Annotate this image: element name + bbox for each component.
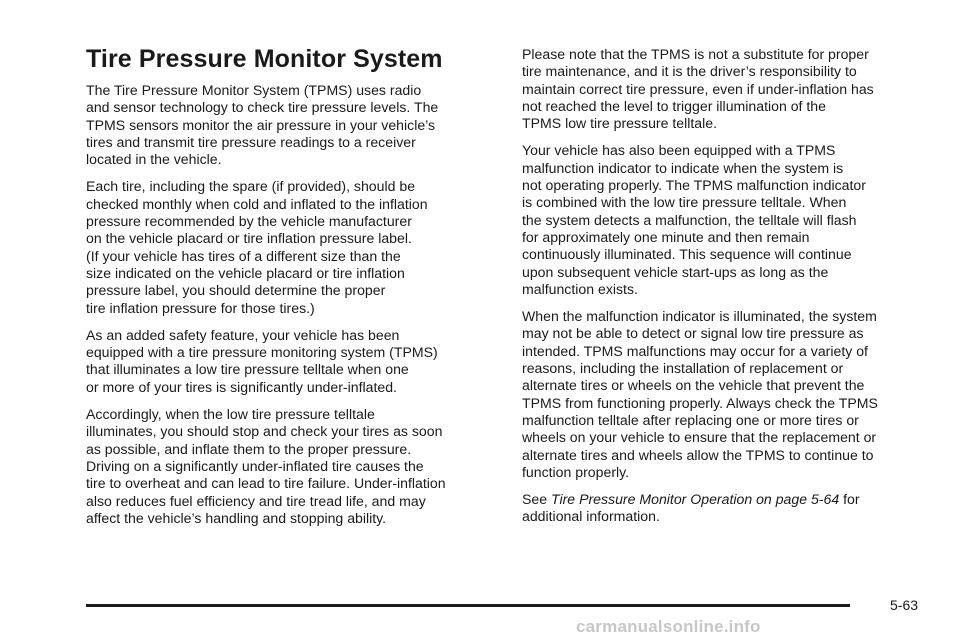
see-also-suffix: for additional information. (522, 491, 860, 525)
page-title: Tire Pressure Monitor System (86, 45, 443, 73)
paragraph-safety-feature: As an added safety feature, your vehicle has been equipped with a tire pressure monitoring system (TPMS) that illuminates a low tire pressure telltale when one or more of your tires is significantly under-inflated. (86, 326, 438, 395)
left-column (86, 0, 496, 537)
right-paragraphs (522, 0, 932, 526)
paragraph-tpms-intro: The Tire Pressure Monitor System (TPMS) uses radio and sensor technology to check tire pressure levels. The TPMS sensors monitor the air pressure in your vehicle’s tires and transmit tire pressure readings to a receiver located in the vehicle. (86, 82, 439, 168)
paragraph-monthly-check: Each tire, including the spare (if provided), should be checked monthly when cold and inflated to the inflation pressure recommended by the vehicle manufacturer on the vehicle placard or tire inflation pressure label. (If your vehicle has tires of a different size than the size indicated on the vehicle placard or tire inflation pressure label, you should determine the proper tire inflation pressure for those tires.) (86, 178, 428, 316)
left-paragraphs (86, 82, 496, 527)
paragraph-low-pressure-action: Accordingly, when the low tire pressure telltale illuminates, you should stop and check your tires as soon as possible, and inflate them to the proper pressure. Driving on a significantly under-inflated tire causes the tire to overheat and can lead to tire failure. Under-inflation also reduces fuel efficiency and tire tread life, and may affect the vehicle’s handling and stopping ability. (86, 406, 446, 526)
right-column (522, 0, 932, 536)
paragraph-see-also (522, 491, 932, 526)
see-also-link[interactable]: Tire Pressure Monitor Operation on page 5-64 (551, 491, 840, 508)
footer-rule (86, 604, 850, 607)
see-also-prefix: See (522, 491, 551, 508)
paragraph-malfunction-illuminated: When the malfunction indicator is illuminated, the system may not be able to detect or signal low tire pressure as intended. TPMS malfunctions may occur for a variety of reasons, including the installation of replacement or alternate tires or wheels on the vehicle that prevent the TPMS from functioning properly. Always check the TPMS malfunction telltale after replacing one or more tires or wheels on your vehicle to ensure that the replacement or alternate tires and wheels allow the TPMS to continue to function properly. (522, 308, 878, 480)
paragraph-not-substitute: Please note that the TPMS is not a substitute for proper tire maintenance, and it is the driver’s responsibility to maintain correct tire pressure, even if under-inflation has not reached the level to trigger illumination of the TPMS low tire pressure telltale. (522, 46, 874, 132)
watermark-text: carmanualsonline.info (576, 617, 761, 636)
paragraph-malfunction-indicator: Your vehicle has also been equipped with a TPMS malfunction indicator to indicate when the system is not operating properly. The TPMS malfunction indicator is combined with the low tire pressure telltale. When the system detects a malfunction, the telltale will flash for approximately one minute and then remain continuously illuminated. This sequence will continue upon subsequent vehicle start-ups as long as the malfunction exists. (522, 142, 866, 297)
page-number: 5-63 (890, 597, 919, 613)
